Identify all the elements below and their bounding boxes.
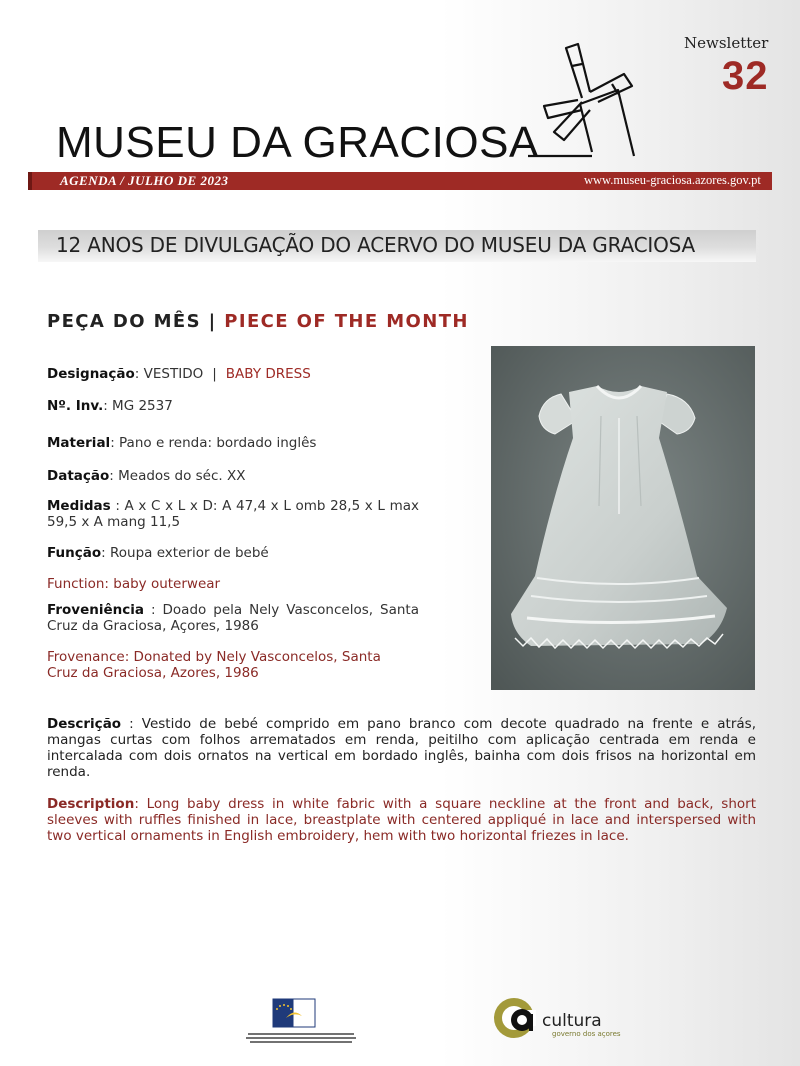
designacao-value: : VESTIDO [134,366,204,382]
newsletter-number: 32 [722,54,769,98]
agenda-bar-accent [28,172,32,190]
description-en-label: Description [47,796,135,812]
baby-dress-photo [491,346,755,690]
proveniencia-value: : Doado pela Nely Vasconcelos, Santa Cruz da Graciosa, Açores, 1986 [47,602,419,634]
banner-title: 12 ANOS DE DIVULGAÇÃO DO ACERVO DO MUSEU DA GRACIOSA [56,233,695,257]
medidas-value: : A x C x L x D: A 47,4 x L omb 28,5 x L max 59,5 x A mang 11,5 [47,498,419,530]
description-pt-label: Descrição [47,716,122,732]
field-funcao [47,545,419,561]
field-proveniencia [47,602,419,634]
designacao-en: BABY DRESS [225,366,311,382]
function-label: Function [47,576,105,592]
museum-title: MUSEU DA GRACIOSA [56,118,539,167]
inventory-value: : MG 2537 [103,398,173,414]
material-value: : Pano e renda: bordado inglês [110,435,317,451]
azores-government-logo [240,998,362,1046]
piece-title-en: PIECE OF THE MONTH [224,311,469,332]
function-value: : baby outerwear [104,576,221,592]
agenda-label: AGENDA / JULHO DE 2023 [60,173,229,188]
provenance-value: : Donated by Nely Vasconcelos, Santa Cruz da Graciosa, Azores, 1986 [47,649,381,681]
windmill-icon [520,40,650,162]
field-function [47,576,419,592]
field-material [47,435,419,451]
field-datacao [47,468,419,484]
field-medidas [47,498,419,530]
cultura-logo [492,996,632,1040]
funcao-value: : Roupa exterior de bebé [101,545,269,561]
material-label: Material [47,435,111,451]
piece-of-month-title [47,311,469,332]
funcao-label: Função [47,545,102,561]
field-inventory [47,398,419,414]
designacao-label: Designação [47,366,135,382]
inventory-label: Nº. Inv. [47,398,104,414]
description-en-text: : Long baby dress in white fabric with a square neckline at the front and back, short sleeves with ruffles finished in lace, breastplate with centered appliqué in lace and interspersed with two vertical ornaments in English embroidery, hem with two horizontal friezes in lace. [47,796,756,844]
cultura-subtitle: governo dos açores [552,1030,621,1038]
description-en [47,796,756,844]
designacao-separator: | [212,366,217,382]
field-designacao [47,366,419,382]
datacao-label: Datação [47,468,110,484]
newsletter-label: Newsletter [684,34,769,52]
datacao-value: : Meados do séc. XX [109,468,246,484]
provenance-label: Frovenance [47,649,125,665]
piece-title-pt: PEÇA DO MÊS | [47,311,217,332]
medidas-label: Medidas [47,498,111,514]
description-pt-text: : Vestido de bebé comprido em pano branco com decote quadrado na frente e atrás, mangas curtas com folhos arrematados em renda, peitilho com aplicação centrada em renda e intercalada com dois ornatos na vertical em bordado inglês, bainha com dois frisos na horizontal em renda. [47,716,756,780]
description-pt [47,716,756,780]
proveniencia-label: Froveniência [47,602,144,618]
field-provenance [47,649,407,681]
website-link[interactable]: www.museu-graciosa.azores.gov.pt [584,173,761,187]
cultura-word: cultura [542,1011,602,1031]
